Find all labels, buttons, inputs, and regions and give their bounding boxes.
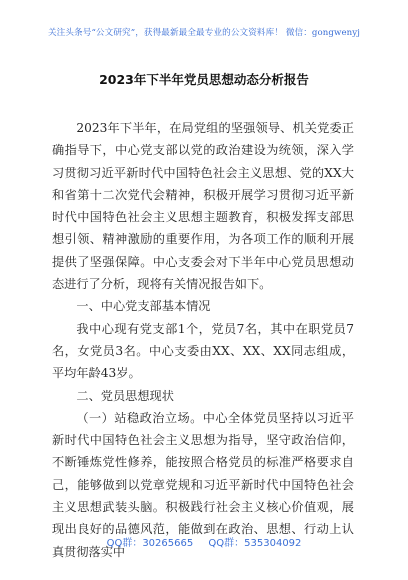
section-heading-1: 一、中心党支部基本情况	[76, 299, 211, 314]
document-body	[52, 117, 354, 563]
paragraph-intro: 2023年下半年，在局党组的坚强领导、机关党委正确指导下，中心党支部以党的政治建设为统领，深入学习贯彻习近平新时代中国特色社会主义思想、党的XX大和省第十二次党代会精神，积极开展学习贯彻习近平新时代中国特色社会主义思想主题教育，积极发挥支部思想引领、精神激励的重要作用，为各项工作的顺利开展提供了坚强保障。中心支委会对下半年中心党员思想动态进行了分析，现将有关情况报告如下。	[52, 121, 354, 292]
header-banner: 关注头条号“公文研究”，获得最新最全最专业的公文资料库！ 微信：gongwenyj	[47, 28, 361, 38]
footer-qq-group-2: QQ群：535304092	[208, 538, 302, 549]
footer-qq-groups	[0, 534, 408, 549]
document-title: 2023年下半年党员思想动态分析报告	[99, 72, 309, 87]
paragraph-political-stance: （一）站稳政治立场。中心全体党员坚持以习近平新时代中国特色社会主义思想为指导，坚守政治信仰，不断锤炼党性修养，能按照合格党员的标准严格要求自己，能够做到以党章党规和习近平新时代中国特色社会主义思想武装头脑。积极践行社会主义核心价值观，展现出良好的品德风范，能做到在政治、思想、行动上认真贯彻落实中	[52, 410, 354, 559]
footer-qq-group-1: QQ群：30265665	[106, 538, 194, 549]
paragraph-basic-info: 我中心现有党支部1个，党员7名，其中在职党员7名，女党员3名。中心支委由XX、XX、XX同志组成，平均年龄43岁。	[52, 321, 354, 381]
section-heading-2: 二、党员思想现状	[76, 388, 174, 403]
